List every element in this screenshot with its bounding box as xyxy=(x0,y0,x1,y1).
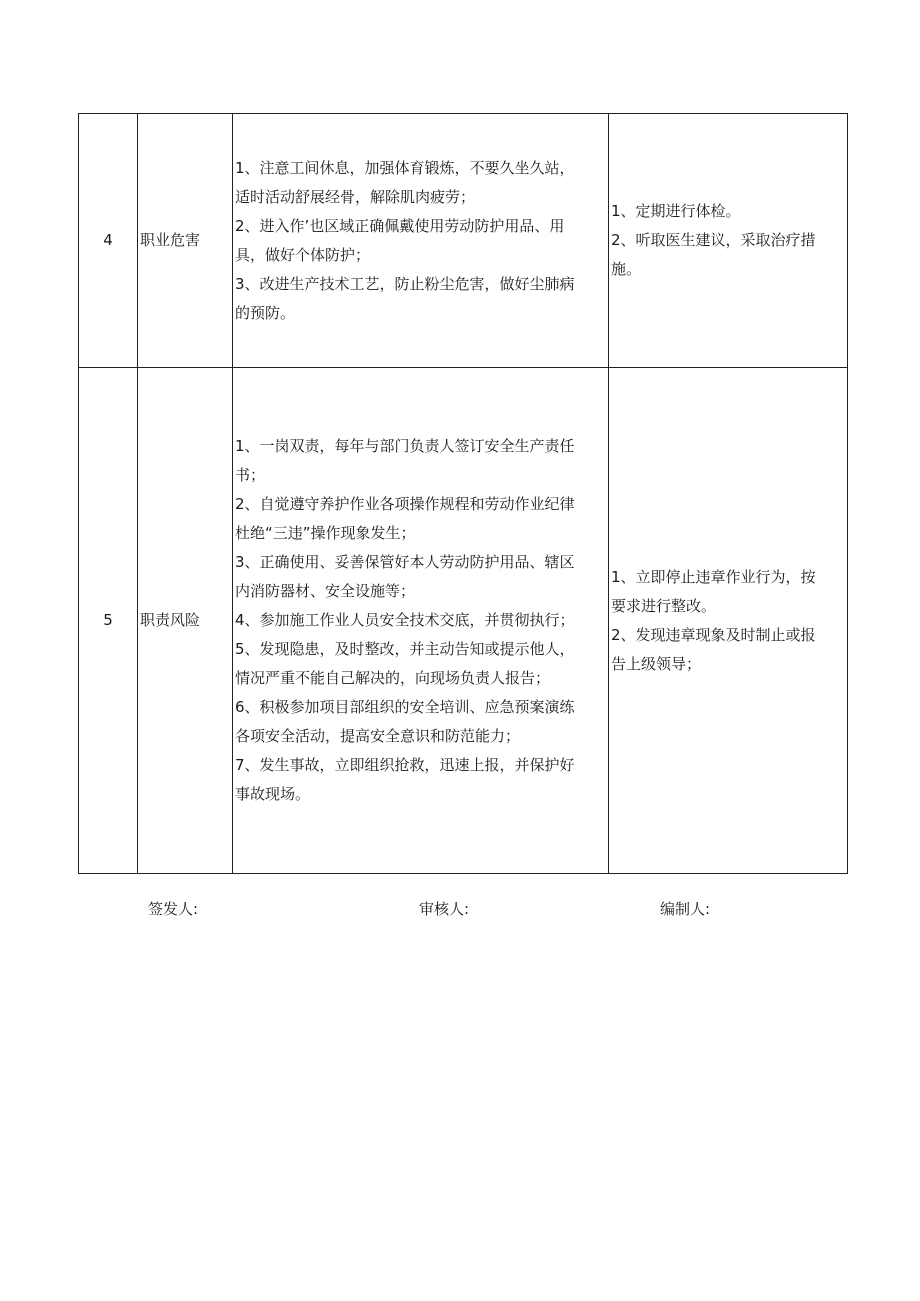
measure-line: 的预防。 xyxy=(235,303,296,322)
issuer-label: 签发人: xyxy=(148,900,199,918)
emergency-measures xyxy=(609,114,848,368)
measure-line: 具，做好个体防护； xyxy=(235,245,371,264)
measure-line: 事故现场。 xyxy=(235,785,311,803)
reviewer-label: 审核人: xyxy=(419,900,470,918)
measure-line: 2、自觉遵守养护作业各项操作规程和劳动作业纪律 xyxy=(235,495,575,513)
measure-line: 适时活动舒展经骨，解除肌肉疲劳； xyxy=(235,187,476,206)
row-number: 5 xyxy=(79,368,138,874)
emergency-line: 施。 xyxy=(611,260,642,278)
table-row xyxy=(79,114,848,368)
measure-line: 情况严重不能自己解决的，向现场负责人报告； xyxy=(235,669,551,687)
row-number: 4 xyxy=(79,114,138,368)
emergency-line: 要求进行整改。 xyxy=(611,596,717,615)
table-row xyxy=(79,368,848,874)
emergency-line: 2、听取医生建议，采取治疗措 xyxy=(611,231,816,249)
emergency-measures xyxy=(609,368,848,874)
measure-line: 1、注意工间休息，加强体育锻炼，不要久坐久站， xyxy=(235,158,575,177)
measure-line: 杜绝“三违”操作现象发生； xyxy=(235,524,416,542)
measure-line: 1、一岗双责，每年与部门负责人签订安全生产责任 xyxy=(235,437,575,455)
emergency-line: 1、定期进行体检。 xyxy=(611,202,741,220)
risk-type: 职责风险 xyxy=(138,368,233,874)
measure-line: 书； xyxy=(235,466,266,484)
measure-line: 3、正确使用、妥善保管好本人劳动防护用品、辖区 xyxy=(235,553,575,571)
measure-line: 6、积极参加项目部组织的安全培训、应急预案演练 xyxy=(235,698,575,716)
measure-line: 各项安全活动，提高安全意识和防范能力； xyxy=(235,727,521,745)
measure-line: 内消防器材、安全设施等； xyxy=(235,582,416,600)
risk-type: 职业危害 xyxy=(138,114,233,368)
signature-row xyxy=(0,898,920,922)
measure-line: 3、改进生产技术工艺，防止粉尘危害，做好尘肺病 xyxy=(235,274,575,293)
control-measures xyxy=(233,114,609,368)
measure-line: 7、发生事故，立即组织抢救，迅速上报，并保护好 xyxy=(235,756,575,774)
compiler-label: 编制人: xyxy=(660,900,711,918)
measure-line: 5、发现隐患，及时整改，并主动告知或提示他人， xyxy=(235,640,575,658)
emergency-line: 1、立即停止违章作业行为，按 xyxy=(611,567,816,586)
measure-line: 4、参加施工作业人员安全技术交底，并贯彻执行； xyxy=(235,611,575,629)
emergency-line: 2、发现违章现象及时制止或报 xyxy=(611,625,816,644)
risk-table xyxy=(78,113,848,874)
control-measures xyxy=(233,368,609,874)
emergency-line: 告上级领导； xyxy=(611,654,702,673)
measure-line: 2、进入作’也区域正确佩戴使用劳动防护用品、用 xyxy=(235,216,565,235)
